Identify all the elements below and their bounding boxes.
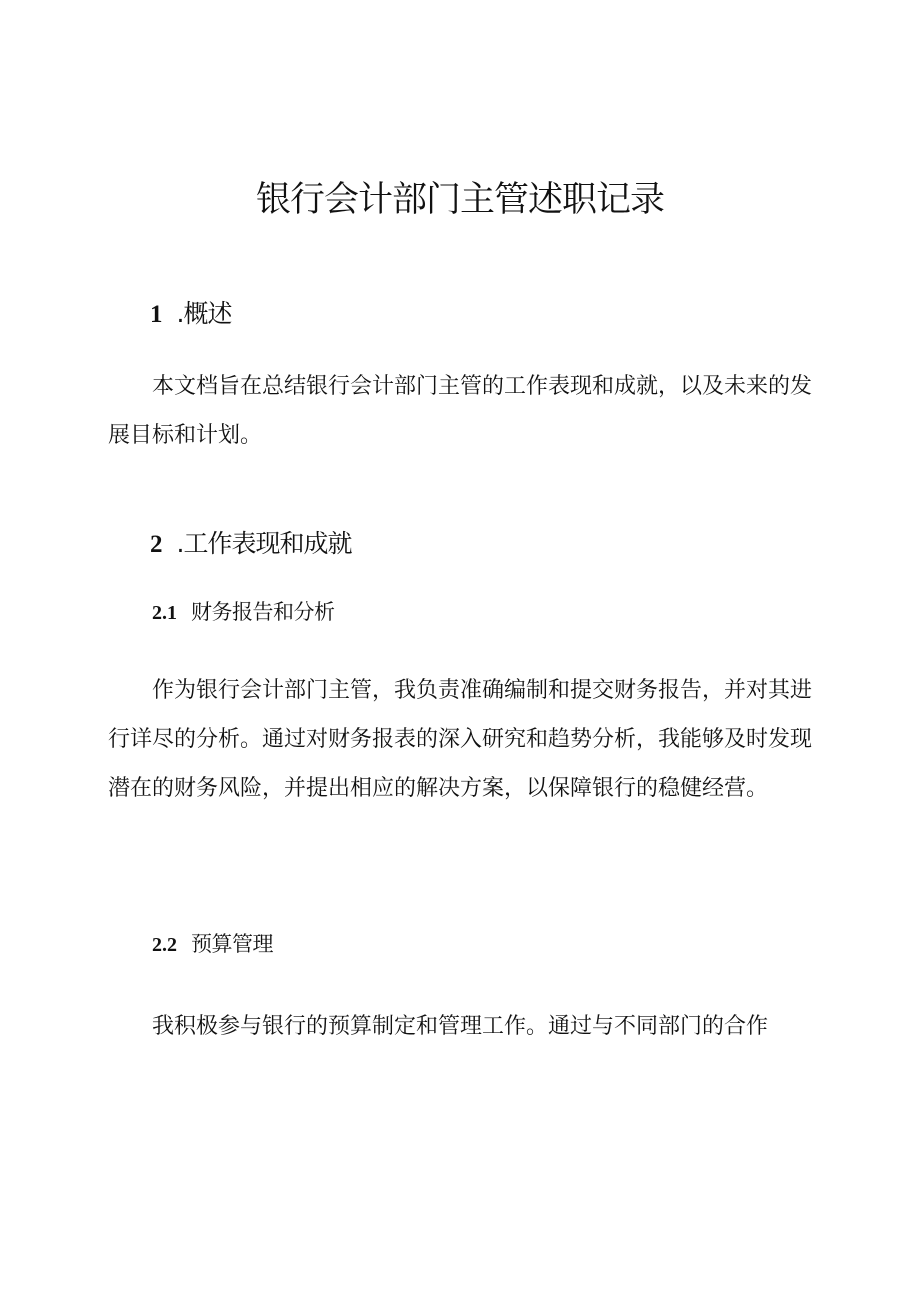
- section-heading-performance: [150, 526, 351, 563]
- section-heading-overview: [150, 296, 231, 333]
- subsection-heading-financial-reporting: [152, 596, 335, 629]
- section-number: 1: [150, 301, 163, 328]
- section-title: .工作表现和成就: [176, 529, 352, 558]
- page-title: 银行会计部门主管述职记录: [255, 180, 664, 220]
- subsection-number: 2.1: [152, 602, 177, 624]
- overview-paragraph: 本文档旨在总结银行会计部门主管的工作表现和成就，以及未来的发展目标和计划。: [108, 374, 813, 448]
- subsection-title: 预算管理: [191, 932, 273, 956]
- budget-management-paragraph: 我积极参与银行的预算制定和管理工作。通过与不同部门的合作: [152, 1014, 769, 1039]
- subsection-title: 财务报告和分析: [191, 600, 335, 624]
- section-number: 2: [150, 531, 163, 558]
- subsection-heading-budget-management: [152, 928, 273, 961]
- subsection-number: 2.2: [152, 934, 177, 956]
- section-title: .概述: [176, 299, 232, 328]
- financial-reporting-paragraph: 作为银行会计部门主管，我负责准确编制和提交财务报告，并对其进行详尽的分析。通过对财务报表的深入研究和趋势分析，我能够及时发现潜在的财务风险，并提出相应的解决方案，以保障银行的稳健经营。: [108, 678, 813, 801]
